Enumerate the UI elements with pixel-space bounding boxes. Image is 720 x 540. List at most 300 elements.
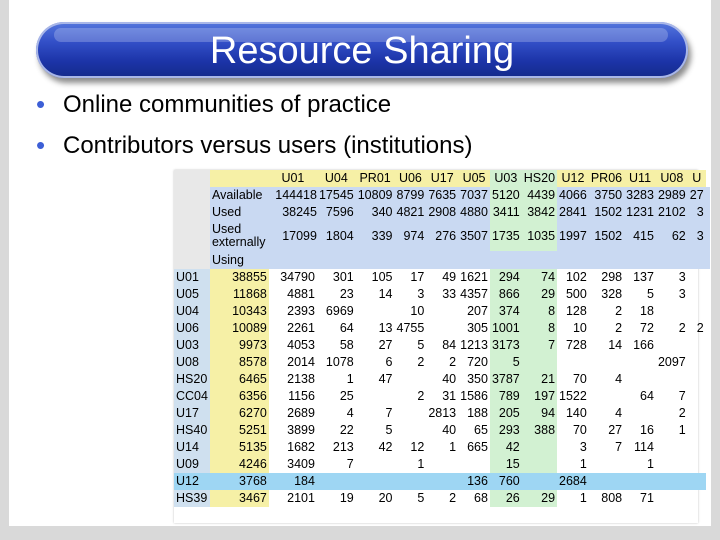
table-cell xyxy=(317,473,356,490)
table-cell xyxy=(395,405,427,422)
summary-label: Used externally xyxy=(211,222,266,250)
table-cell: 21 xyxy=(522,371,557,388)
institution-total: 8578 xyxy=(210,354,269,371)
institution-label: U06 xyxy=(174,320,210,337)
table-cell: 3409 xyxy=(287,456,315,471)
table-cell: 1 xyxy=(417,456,425,471)
table-cell: 5 xyxy=(490,354,522,371)
slide-frame-left xyxy=(0,0,9,540)
table-cell: 71 xyxy=(640,490,654,505)
table-cell: 1001 xyxy=(491,320,520,335)
table-row xyxy=(174,456,710,473)
table-cell: 8 xyxy=(522,320,557,337)
summary-value: 3750 xyxy=(589,187,624,204)
table-cell xyxy=(688,473,706,490)
summary-pad-cell xyxy=(706,204,710,221)
summary-row xyxy=(174,187,710,204)
table-cell: 6969 xyxy=(325,303,354,318)
institution-label: HS40 xyxy=(174,422,210,439)
table-cell: 2 xyxy=(696,320,704,335)
table-cell xyxy=(688,371,706,388)
summary-value: 1997 xyxy=(557,221,589,251)
table-cell xyxy=(656,456,688,473)
table-cell: 294 xyxy=(490,269,522,286)
summary-value: 3842 xyxy=(522,204,557,221)
table-cell: 298 xyxy=(601,269,623,284)
institution-total: 10343 xyxy=(210,303,269,320)
summary-value: 340 xyxy=(356,204,395,221)
table-cell: 1586 xyxy=(460,388,488,403)
table-cell: 14 xyxy=(378,286,393,301)
table-cell: 33 xyxy=(442,286,457,301)
column-header: U17 xyxy=(426,170,458,187)
summary-value: 3 xyxy=(688,204,706,221)
title-bar xyxy=(36,22,688,78)
table-cell: 13 xyxy=(378,320,393,335)
slide-frame-right xyxy=(711,0,720,540)
summary-value: 7037 xyxy=(458,187,490,204)
table-cell: 64 xyxy=(339,320,354,335)
summary-row xyxy=(174,204,710,221)
summary-value: 2102 xyxy=(656,204,688,221)
institution-total: 5251 xyxy=(210,422,269,439)
summary-pad-cell xyxy=(706,251,710,268)
table-cell: 205 xyxy=(490,405,522,422)
table-cell: 789 xyxy=(490,388,522,405)
table-cell xyxy=(656,337,688,354)
summary-value: 1804 xyxy=(317,221,356,251)
table-row xyxy=(174,388,710,405)
table-cell xyxy=(688,354,706,371)
summary-value: 3507 xyxy=(458,221,490,251)
summary-value xyxy=(395,251,427,268)
table-cell xyxy=(688,490,706,507)
table-cell: 70 xyxy=(572,371,587,386)
table-cell: 49 xyxy=(442,269,457,284)
table-cell: 2 xyxy=(678,320,686,335)
corner-cell xyxy=(174,187,210,204)
table-cell: 2101 xyxy=(287,490,315,505)
table-cell: 7 xyxy=(346,456,354,471)
summary-value: 1502 xyxy=(589,221,624,251)
bullet-dot-icon: • xyxy=(36,130,46,160)
table-cell: 64 xyxy=(640,388,654,403)
table-cell xyxy=(688,286,706,303)
table-cell: 58 xyxy=(339,337,354,352)
summary-value: 27 xyxy=(688,187,706,204)
table-cell: 2 xyxy=(449,490,457,505)
table-cell: 29 xyxy=(522,286,557,303)
table-row xyxy=(174,371,710,388)
table-cell xyxy=(589,473,624,490)
table-cell xyxy=(426,456,458,473)
table-cell xyxy=(589,456,624,473)
column-header: U xyxy=(688,170,706,187)
table-cell xyxy=(688,388,706,405)
summary-value xyxy=(426,251,458,268)
summary-label-cell xyxy=(210,251,317,268)
table-cell: 42 xyxy=(490,439,522,456)
table-cell: 7 xyxy=(678,388,686,403)
summary-value: 3 xyxy=(688,221,706,251)
table-cell: 293 xyxy=(490,422,522,439)
institution-label: U05 xyxy=(174,286,210,303)
table-cell: 4755 xyxy=(396,320,425,335)
table-cell: 47 xyxy=(378,371,393,386)
table-cell: 72 xyxy=(640,320,654,335)
table-cell: 4357 xyxy=(460,286,488,301)
table-cell: 301 xyxy=(332,269,354,284)
table-cell: 1 xyxy=(579,490,587,505)
sharing-matrix xyxy=(174,170,710,507)
table-cell: 3899 xyxy=(287,422,315,437)
summary-total: 38245 xyxy=(282,205,317,220)
institution-label: U12 xyxy=(174,473,210,490)
table-cell: 31 xyxy=(442,388,457,403)
table-cell xyxy=(522,473,557,490)
table-cell: 3 xyxy=(579,439,587,454)
table-cell: 19 xyxy=(339,490,354,505)
table-cell: 4 xyxy=(346,405,354,420)
table-cell: 42 xyxy=(378,439,393,454)
table-row xyxy=(174,354,710,371)
table-cell: 17 xyxy=(410,269,425,284)
summary-value: 4066 xyxy=(557,187,589,204)
column-header: U01 xyxy=(269,170,317,187)
table-cell: 20 xyxy=(378,490,393,505)
table-cell: 114 xyxy=(634,439,654,454)
table-cell: 728 xyxy=(565,337,587,352)
table-cell xyxy=(624,354,656,371)
table-cell: 213 xyxy=(332,439,354,454)
table-cell: 3 xyxy=(417,286,425,301)
table-cell: 34790 xyxy=(280,269,315,284)
table-cell: 1156 xyxy=(288,388,315,403)
table-cell: 128 xyxy=(565,303,587,318)
table-cell xyxy=(688,405,706,422)
corner-cell xyxy=(174,221,210,251)
summary-value xyxy=(656,251,688,268)
summary-label-cell xyxy=(210,187,317,204)
table-cell: 2014 xyxy=(287,354,315,369)
table-cell: 5 xyxy=(417,337,425,352)
table-cell: 27 xyxy=(378,337,393,352)
table-cell: 305 xyxy=(467,320,488,335)
table-row xyxy=(174,422,710,439)
table-cell xyxy=(356,303,395,320)
table-cell: 10 xyxy=(410,303,425,318)
table-cell: 137 xyxy=(633,269,654,284)
corner-cell xyxy=(174,204,210,221)
summary-pad-cell xyxy=(706,221,710,251)
column-header: HS20 xyxy=(523,171,556,185)
table-cell: 1682 xyxy=(287,439,315,454)
table-cell: 166 xyxy=(633,337,654,352)
summary-value: 339 xyxy=(356,221,395,251)
summary-label-cell xyxy=(210,204,317,221)
institution-label: HS39 xyxy=(174,490,210,507)
table-header-row xyxy=(174,170,710,187)
institution-total: 4246 xyxy=(210,456,269,473)
table-cell xyxy=(688,439,706,456)
table-cell: 2684 xyxy=(559,473,587,488)
table-cell: 25 xyxy=(339,388,354,403)
summary-label: Using xyxy=(211,252,244,267)
institution-total: 5135 xyxy=(210,439,269,456)
table-cell xyxy=(688,337,706,354)
table-cell: 105 xyxy=(371,269,393,284)
table-cell: 70 xyxy=(572,422,587,437)
table-row xyxy=(174,490,710,507)
corner-cell xyxy=(174,251,210,268)
table-cell: 7 xyxy=(522,337,557,354)
column-header: U12 xyxy=(557,170,589,187)
table-cell: 2 xyxy=(417,388,425,403)
table-cell: 5 xyxy=(646,286,654,301)
summary-value: 1231 xyxy=(624,204,656,221)
column-header: U05 xyxy=(458,170,490,187)
summary-value: 7596 xyxy=(317,204,356,221)
table-cell: 4881 xyxy=(287,286,315,301)
institution-label: U08 xyxy=(174,354,210,371)
table-cell: 40 xyxy=(442,422,457,437)
bullet-text: Contributors versus users (institutions) xyxy=(63,132,473,159)
table-cell: 14 xyxy=(608,337,623,352)
summary-value: 17545 xyxy=(317,187,356,204)
table-cell: 140 xyxy=(565,405,587,420)
table-cell: 1 xyxy=(579,456,587,471)
table-cell xyxy=(688,303,706,320)
column-header: PR01 xyxy=(356,170,395,187)
table-cell: 2097 xyxy=(657,354,686,369)
column-header: U06 xyxy=(395,170,427,187)
summary-value xyxy=(490,251,522,268)
table-cell xyxy=(656,303,688,320)
summary-value: 4880 xyxy=(458,204,490,221)
table-cell: 4 xyxy=(615,405,623,420)
table-cell: 4053 xyxy=(287,337,315,352)
table-row xyxy=(174,405,710,422)
table-cell: 500 xyxy=(565,286,587,301)
table-cell: 2813 xyxy=(428,405,457,420)
table-cell xyxy=(624,405,656,422)
summary-label: Used xyxy=(211,205,242,220)
table-cell: 1621 xyxy=(460,269,488,284)
summary-value: 4439 xyxy=(522,187,557,204)
summary-value: 7635 xyxy=(426,187,458,204)
table-cell xyxy=(589,388,624,405)
table-cell: 18 xyxy=(640,303,654,318)
table-cell xyxy=(395,473,427,490)
table-cell: 94 xyxy=(522,405,557,422)
table-cell xyxy=(356,456,395,473)
institution-label: CC04 xyxy=(176,388,208,403)
summary-value: 5120 xyxy=(490,187,522,204)
column-header: U08 xyxy=(656,170,688,187)
table-cell xyxy=(656,371,688,388)
institution-total: 38855 xyxy=(210,269,269,286)
table-cell xyxy=(688,456,706,473)
institution-label: U01 xyxy=(174,269,210,286)
table-cell xyxy=(395,422,427,439)
summary-value xyxy=(458,251,490,268)
table-cell xyxy=(624,473,656,490)
table-cell: 29 xyxy=(522,490,557,507)
summary-value: 1735 xyxy=(490,221,522,251)
table-cell: 2261 xyxy=(287,320,315,335)
table-cell: 16 xyxy=(640,422,654,437)
table-cell: 5 xyxy=(417,490,425,505)
summary-value: 1035 xyxy=(522,221,557,251)
institution-total: 11868 xyxy=(210,286,269,303)
summary-row xyxy=(174,251,710,268)
table-cell: 2393 xyxy=(287,303,315,318)
summary-row xyxy=(174,221,710,251)
institution-label: HS20 xyxy=(174,371,210,388)
table-cell: 2 xyxy=(449,354,457,369)
institution-label: U04 xyxy=(174,303,210,320)
summary-value: 276 xyxy=(426,221,458,251)
table-cell: 760 xyxy=(490,473,522,490)
table-cell: 1 xyxy=(346,371,354,386)
table-row xyxy=(174,320,710,337)
table-cell: 8 xyxy=(522,303,557,320)
table-cell: 1 xyxy=(449,439,457,454)
table-cell xyxy=(356,388,395,405)
summary-value: 2989 xyxy=(656,187,688,204)
institution-total: 9973 xyxy=(210,337,269,354)
summary-value xyxy=(356,251,395,268)
summary-value: 3283 xyxy=(624,187,656,204)
institution-total: 6356 xyxy=(210,388,269,405)
table-cell: 10 xyxy=(572,320,587,335)
table-cell: 184 xyxy=(269,473,317,490)
column-header: U04 xyxy=(317,170,356,187)
table-row xyxy=(174,303,710,320)
institution-total: 6465 xyxy=(210,371,269,388)
summary-value: 10809 xyxy=(356,187,395,204)
table-cell xyxy=(522,354,557,371)
table-cell: 102 xyxy=(565,269,587,284)
table-cell: 197 xyxy=(522,388,557,405)
table-cell: 74 xyxy=(522,269,557,286)
column-header: U03 xyxy=(490,170,522,187)
table-cell: 374 xyxy=(490,303,522,320)
table-cell: 3787 xyxy=(491,371,520,386)
table-cell xyxy=(688,269,706,286)
bullet-text: Online communities of practice xyxy=(63,91,392,118)
table-cell: 2 xyxy=(615,303,623,318)
summary-value xyxy=(624,251,656,268)
summary-value: 2841 xyxy=(557,204,589,221)
bullet-dot-icon: • xyxy=(36,89,46,119)
summary-label-cell xyxy=(210,221,317,251)
table-cell: 388 xyxy=(522,422,557,439)
institution-label: U17 xyxy=(174,405,210,422)
table-cell: 68 xyxy=(474,490,488,505)
header-blank-cell xyxy=(210,170,269,187)
institution-label: U09 xyxy=(174,456,210,473)
table-row xyxy=(174,269,710,286)
table-cell: 7 xyxy=(615,439,623,454)
summary-value: 1502 xyxy=(589,204,624,221)
table-cell: 720 xyxy=(467,354,488,369)
table-cell xyxy=(688,422,706,439)
table-cell xyxy=(624,371,656,388)
table-cell: 866 xyxy=(490,286,522,303)
summary-value xyxy=(317,251,356,268)
resource-sharing-table xyxy=(174,170,704,523)
summary-value xyxy=(589,251,624,268)
table-cell: 2 xyxy=(417,354,425,369)
table-cell: 26 xyxy=(490,490,522,507)
table-cell: 23 xyxy=(339,286,354,301)
summary-value xyxy=(688,251,706,268)
summary-value xyxy=(557,251,589,268)
table-cell: 1078 xyxy=(325,354,354,369)
table-cell: 5 xyxy=(385,422,393,437)
table-cell xyxy=(426,320,458,337)
slide-frame-bottom xyxy=(0,526,720,540)
table-cell: 2689 xyxy=(287,405,315,420)
summary-value: 4821 xyxy=(395,204,427,221)
table-cell xyxy=(356,473,395,490)
summary-pad-cell xyxy=(706,187,710,204)
table-cell: 65 xyxy=(474,422,488,437)
table-cell xyxy=(656,490,688,507)
table-cell xyxy=(656,473,688,490)
summary-value: 62 xyxy=(656,221,688,251)
summary-total: 17099 xyxy=(282,228,317,243)
table-cell: 328 xyxy=(601,286,623,301)
column-header: PR06 xyxy=(590,171,623,185)
table-cell: 665 xyxy=(467,439,488,454)
table-cell: 3173 xyxy=(491,337,520,352)
table-cell: 2 xyxy=(678,405,686,420)
table-cell: 3 xyxy=(678,269,686,284)
table-cell: 136 xyxy=(458,473,490,490)
summary-total: 144418 xyxy=(275,188,317,203)
table-cell xyxy=(522,456,557,473)
summary-label: Available xyxy=(211,188,263,203)
table-row xyxy=(174,337,710,354)
table-cell xyxy=(426,303,458,320)
table-cell xyxy=(395,371,427,388)
summary-value: 3411 xyxy=(490,204,522,221)
table-cell: 188 xyxy=(467,405,488,420)
institution-total: 6270 xyxy=(210,405,269,422)
summary-value: 974 xyxy=(395,221,427,251)
table-row xyxy=(174,439,710,456)
summary-value: 8799 xyxy=(395,187,427,204)
table-cell: 4 xyxy=(615,371,623,386)
table-cell: 7 xyxy=(385,405,393,420)
table-cell: 1 xyxy=(646,456,654,471)
institution-total: 3768 xyxy=(210,473,269,490)
summary-value: 415 xyxy=(624,221,656,251)
table-cell: 2 xyxy=(615,320,623,335)
table-cell: 1213 xyxy=(460,337,488,352)
table-cell: 22 xyxy=(339,422,354,437)
summary-value: 2908 xyxy=(426,204,458,221)
table-cell: 2138 xyxy=(287,371,315,386)
summary-value xyxy=(522,251,557,268)
corner-cell xyxy=(174,170,210,187)
table-cell: 808 xyxy=(601,490,623,505)
table-cell: 1522 xyxy=(559,388,587,403)
table-row xyxy=(174,473,710,490)
table-cell: 1 xyxy=(678,422,686,437)
